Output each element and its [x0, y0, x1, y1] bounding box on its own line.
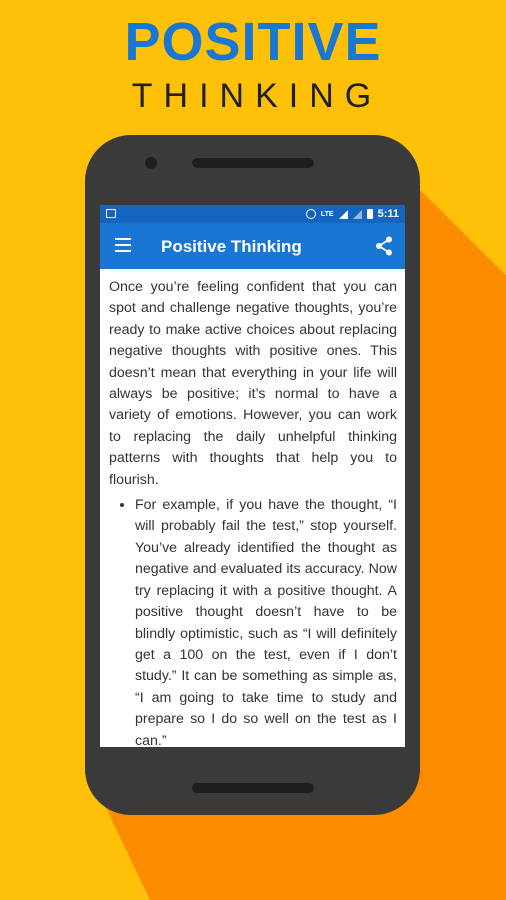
article-bullet-list: [109, 495, 397, 747]
hamburger-menu-icon[interactable]: [115, 238, 131, 252]
status-time: 5:11: [377, 208, 399, 220]
status-bar: [100, 205, 405, 223]
app-bar: [100, 223, 405, 269]
status-icons: [306, 207, 399, 221]
list-item: • For example, if you have the thought, “I will probably fail the test,” stop yourself. You’ve already identified the thought as negative and evaluated its accuracy. Now try replacing it with a positive thought. A positive thought doesn’t have to be blindly optimistic, such as “I will definitely get a 100 on the test, even if I don’t study.” It can be something as simple as, “I am going to take time to study and prepare so I do so well on the test as I can.”: [135, 495, 397, 747]
article-content[interactable]: [100, 269, 405, 747]
share-icon[interactable]: [375, 236, 393, 256]
lte-label: LTE: [320, 210, 334, 218]
earpiece-speaker: [192, 158, 314, 168]
signal-icon: [339, 210, 348, 219]
phone-screen: [100, 205, 405, 747]
wifi-signal-icon: [353, 210, 362, 219]
promo-title: POSITIVE: [124, 12, 382, 72]
image-notification-icon: [106, 209, 116, 218]
article-paragraph: Once you’re feeling confident that you can spot and challenge negative thoughts, you’re ready to make active choices about replacing negative thoughts with positive ones. This doesn’t mean that everything in your life will always be positive; it’s normal to have a variety of emotions. However, you can work to replacing the daily unhelpful thinking patterns with thoughts that help you to flourish.: [109, 279, 397, 488]
promo-subtitle: THINKING: [131, 77, 383, 115]
front-camera: [145, 157, 157, 169]
battery-icon: [367, 209, 373, 219]
bottom-speaker: [192, 783, 314, 793]
app-title: Positive Thinking: [161, 237, 302, 256]
vibrate-icon: [306, 209, 316, 219]
phone-frame: [85, 135, 420, 815]
